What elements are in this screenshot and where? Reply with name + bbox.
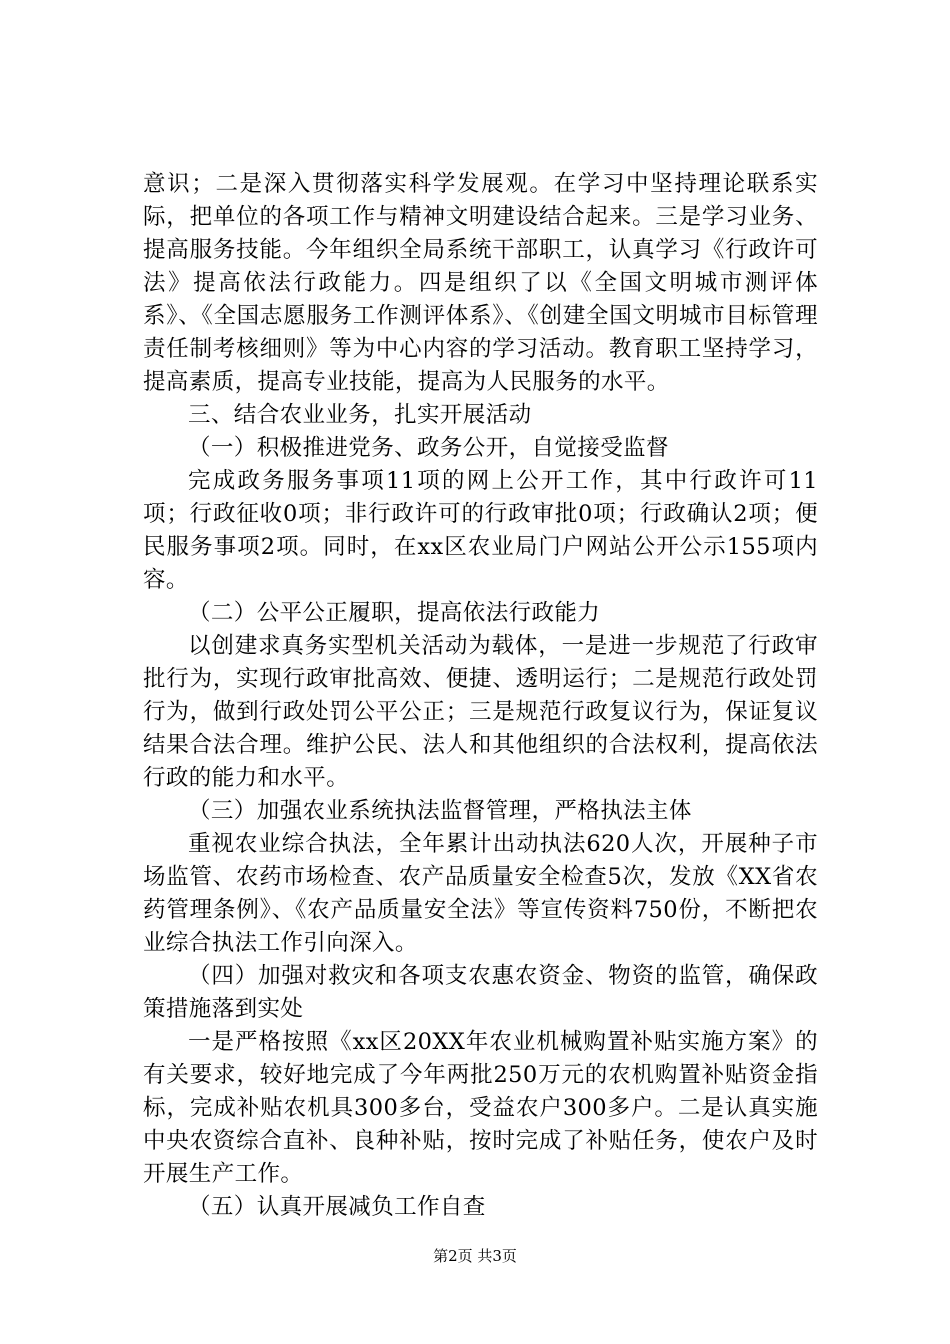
document-body [143,168,818,1224]
paragraph-fund-supervision: 一是严格按照《xx区20XX年农业机械购置补贴实施方案》的有关要求，较好地完成了今年两批250万元的农机购置补贴资金指标，完成补贴农机具300多台，受益农户300多户。二是认真实施中央农资综合直补、良种补贴，按时完成了补贴任务，使农户及时开展生产工作。 [143,1029,818,1187]
subheading-fair-duty: （二）公平公正履职，提高依法行政能力 [188,600,601,626]
subheading-law-enforcement: （三）加强农业系统执法监督管理，严格执法主体 [188,798,692,824]
subheading-open-affairs: （一）积极推进党务、政务公开，自觉接受监督 [188,435,669,461]
subheading-fund-supervision: （四）加强对救灾和各项支农惠农资金、物资的监管，确保政策措施落到实处 [143,963,818,1022]
page-number-footer: 第2页 共3页 [433,1247,517,1265]
paragraph-open-affairs: 完成政务服务事项11项的网上公开工作，其中行政许可11项；行政征收0项；非行政许可的行政审批0项；行政确认2项；便民服务事项2项。同时，在xx区农业局门户网站公开公示155项内容。 [143,468,818,593]
paragraph-study-continued: 意识；二是深入贯彻落实科学发展观。在学习中坚持理论联系实际，把单位的各项工作与精神文明建设结合起来。三是学习业务、提高服务技能。今年组织全局系统干部职工，认真学习《行政许可法》提高依法行政能力。四是组织了以《全国文明城市测评体系》、《全国志愿服务工作测评体系》、《创建全国文明城市目标管理责任制考核细则》等为中心内容的学习活动。教育职工坚持学习，提高素质，提高专业技能，提高为人民服务的水平。 [143,171,818,395]
paragraph-law-enforcement: 重视农业综合执法，全年累计出动执法620人次，开展种子市场监管、农药市场检查、农产品质量安全检查5次，发放《XX省农药管理条例》、《农产品质量安全法》等宣传资料750份，不断把农业综合执法工作引向深入。 [143,831,818,956]
subheading-burden-reduction: （五）认真开展减负工作自查 [188,1194,486,1220]
section-heading-agriculture: 三、结合农业业务，扎实开展活动 [188,402,532,428]
paragraph-fair-duty: 以创建求真务实型机关活动为载体，一是进一步规范了行政审批行为，实现行政审批高效、便捷、透明运行；二是规范行政处罚行为，做到行政处罚公平公正；三是规范行政复议行为，保证复议结果合法合理。维护公民、法人和其他组织的合法权利，提高依法行政的能力和水平。 [143,633,818,791]
